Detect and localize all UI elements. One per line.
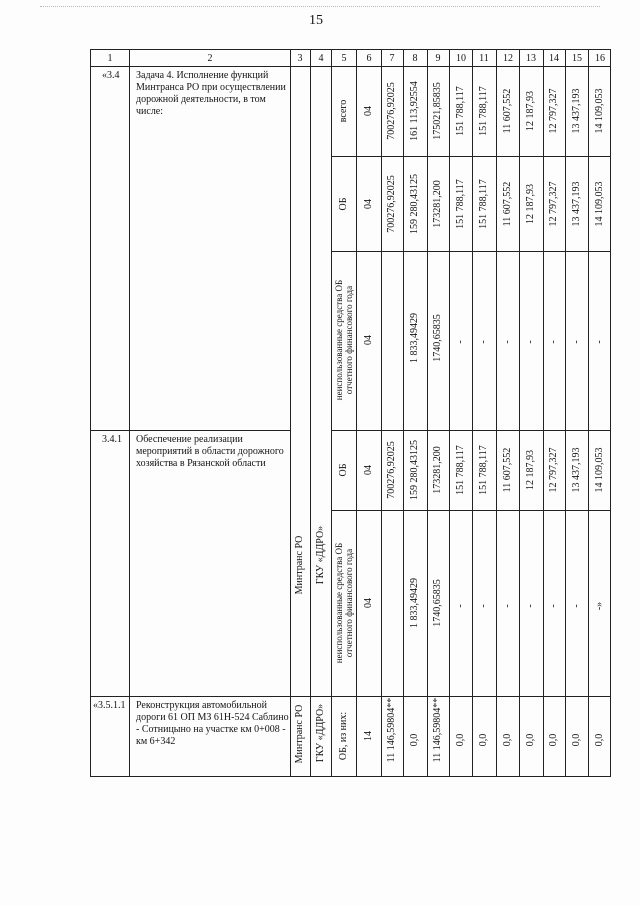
row-code: 3.4.1 (102, 434, 122, 445)
value-cell: 151 788,117 (455, 445, 466, 495)
label-ob: ОБ (338, 463, 349, 477)
value-cell: - (478, 340, 489, 344)
header-cell: 16 (595, 53, 605, 64)
value-cell: 151 788,117 (455, 86, 466, 136)
label-unused-line1: неиспользованные средства ОБ (334, 542, 344, 664)
value-cell: 11 146,59804** (386, 697, 397, 763)
label-unused-line1: неиспользованные средства ОБ (334, 279, 344, 401)
value-cell: - (525, 604, 536, 608)
header-cell: 10 (456, 53, 466, 64)
value-cell: 161 113,92554 (409, 81, 420, 141)
value-cell: 0,0 (502, 733, 513, 747)
value-cell: - (571, 604, 582, 608)
value-cell: 0,0 (409, 733, 420, 747)
label-col14: 14 (363, 731, 374, 741)
row-code: «3.4 (102, 70, 120, 81)
value-cell: 12 797,327 (548, 447, 559, 493)
header-cell: 8 (412, 53, 418, 64)
header-cell: 5 (341, 53, 347, 64)
value-cell: 1740,65835 (432, 579, 443, 627)
header-cell: 15 (572, 53, 582, 64)
value-cell: 13 437,193 (571, 181, 582, 227)
code-04: 04 (363, 335, 374, 345)
header-cell: 4 (318, 53, 324, 64)
value-cell: 700276,92025 (386, 82, 397, 140)
value-cell: - (594, 340, 605, 344)
value-cell: 14 109,053 (594, 181, 605, 227)
code-04: 04 (363, 199, 374, 209)
value-cell: 151 788,117 (478, 86, 489, 136)
value-cell: 11 146,59804** (432, 697, 443, 763)
value-cell: 173281,200 (432, 180, 443, 228)
value-cell: 12 797,327 (548, 181, 559, 227)
value-cell: - (478, 604, 489, 608)
page-number: 15 (309, 13, 323, 28)
value-cell: 151 788,117 (455, 179, 466, 229)
row-code: «3.5.1.1 (93, 700, 126, 711)
label-ob-incl: ОБ, из них: (338, 711, 349, 761)
value-cell: 151 788,117 (478, 445, 489, 495)
value-cell: 12 187,93 (525, 91, 536, 131)
header-cell: 6 (366, 53, 372, 64)
row-name: Реконструкция автомобильной дороги 61 ОП МЗ 61Н-524 Саблино - Сотницыно на участке км 0+008 - км 6+342 (136, 700, 289, 747)
value-cell: -» (594, 601, 605, 611)
code-04: 04 (363, 465, 374, 475)
row-name: Обеспечение реализации мероприятий в области дорожного хозяйства в Рязанской области (136, 434, 284, 469)
header-cell: 2 (207, 53, 213, 64)
header-cell: 7 (389, 53, 395, 64)
code-04: 04 (363, 598, 374, 608)
header-cell: 9 (435, 53, 441, 64)
label-total: всего (338, 99, 349, 123)
value-cell: 159 280,43125 (409, 440, 420, 500)
value-cell: 11 607,552 (502, 181, 513, 227)
row-name: Задача 4. Исполнение функций Минтранса РО при осуществлении дорожной деятельности, в том числе: (136, 70, 286, 117)
value-cell: - (548, 340, 559, 344)
header-cell: 14 (549, 53, 559, 64)
value-cell: 0,0 (571, 733, 582, 747)
responsible-mintrans: Минтранс РО (294, 535, 305, 595)
value-cell: 0,0 (525, 733, 536, 747)
value-cell: 1 833,49429 (409, 313, 420, 363)
value-cell: 159 280,43125 (409, 174, 420, 234)
header-cell: 1 (107, 53, 113, 64)
header-cell: 13 (526, 53, 536, 64)
value-cell: - (455, 604, 466, 608)
value-cell: 14 109,053 (594, 447, 605, 493)
value-cell: 151 788,117 (478, 179, 489, 229)
value-cell: 13 437,193 (571, 88, 582, 134)
responsible-mintrans: Минтранс РО (294, 704, 305, 764)
label-unused-line2: отчетного финансового года (344, 548, 354, 658)
label-unused-line2: отчетного финансового года (344, 285, 354, 395)
header-cell: 12 (503, 53, 513, 64)
value-cell: 11 607,552 (502, 447, 513, 493)
code-04: 04 (363, 106, 374, 116)
value-cell: 700276,92025 (386, 175, 397, 233)
value-cell: 700276,92025 (386, 441, 397, 499)
value-cell: 0,0 (594, 733, 605, 747)
value-cell: 12 187,93 (525, 450, 536, 490)
value-cell: 1740,65835 (432, 314, 443, 362)
value-cell: 13 437,193 (571, 447, 582, 493)
header-cell: 11 (479, 53, 489, 64)
value-cell: 0,0 (478, 733, 489, 747)
value-cell: 11 607,552 (502, 88, 513, 134)
value-cell: - (571, 340, 582, 344)
header-cell: 3 (297, 53, 303, 64)
value-cell: - (502, 340, 513, 344)
value-cell: - (502, 604, 513, 608)
responsible-gku: ГКУ «ДДРО» (315, 525, 326, 585)
value-cell: 12 187,93 (525, 184, 536, 224)
value-cell: 173281,200 (432, 446, 443, 494)
value-cell: 0,0 (455, 733, 466, 747)
value-cell: - (548, 604, 559, 608)
responsible-gku: ГКУ «ДДРО» (315, 703, 326, 763)
value-cell: 1 833,49429 (409, 578, 420, 628)
label-ob: ОБ (338, 197, 349, 211)
value-cell: 14 109,053 (594, 88, 605, 134)
value-cell: - (455, 340, 466, 344)
value-cell: - (525, 340, 536, 344)
value-cell: 12 797,327 (548, 88, 559, 134)
value-cell: 0,0 (548, 733, 559, 747)
value-cell: 175021,85835 (432, 82, 443, 140)
